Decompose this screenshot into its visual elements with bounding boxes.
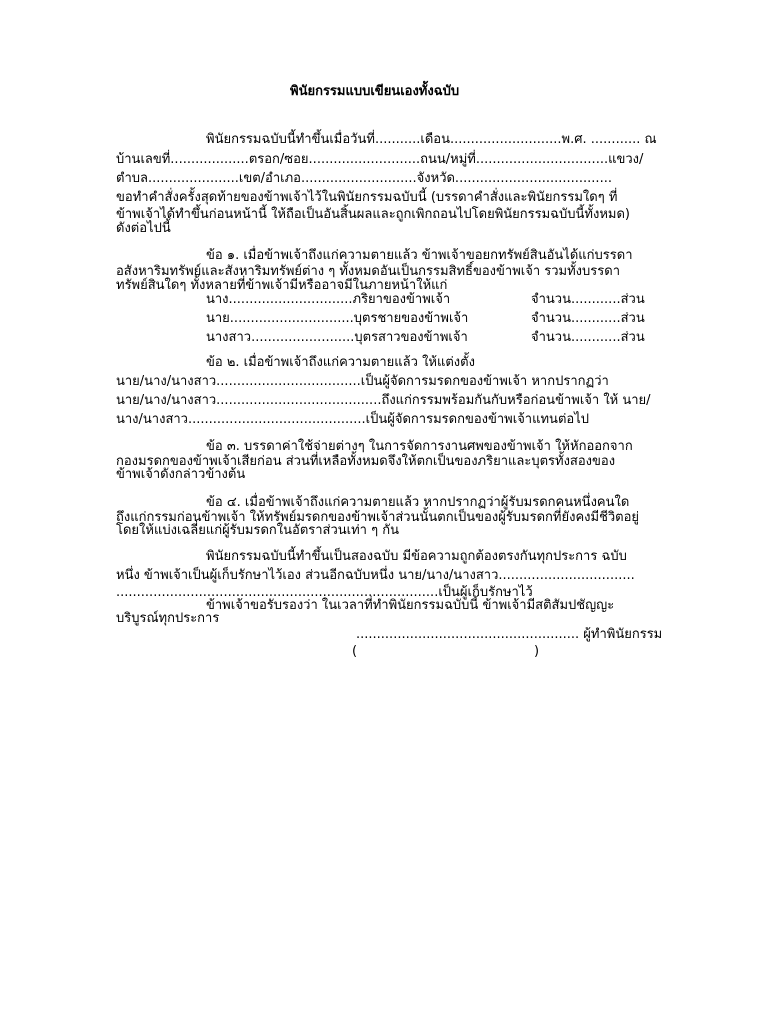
- clause-1-line-3: ทรัพย์สินใดๆ ทั้งหลายที่ข้าพเจ้ามีหรืออาจมีในภายหน้าให้แก่: [116, 278, 448, 293]
- closing-line-1: พินัยกรรมฉบับนี้ทำขึ้นเป็นสองฉบับ มีข้อความถูกต้องตรงกันทุกประการ ฉบับ: [206, 549, 627, 564]
- heir-row-name: นาง..............................ภริยาของข้าพเจ้า: [206, 292, 451, 307]
- intro-line-1: พินัยกรรมฉบับนี้ทำขึ้นเมื่อวันที่...........เดือน...........................พ.ศ. ............ ณ: [206, 132, 657, 147]
- heir-row-share: จำนวน............ส่วน: [531, 292, 645, 307]
- clause-4-line-3: โดยให้แบ่งเฉลี่ยแก่ผู้รับมรดกในอัตราส่วนเท่า ๆ กัน: [116, 523, 399, 538]
- closing-line-4: ข้าพเจ้าขอรับรองว่า ในเวลาที่ทำพินัยกรรมฉบับนี้ ข้าพเจ้ามีสติสัมปชัญญะ: [206, 598, 615, 613]
- clause-2-line-1: ข้อ ๒. เมื่อข้าพเจ้าถึงแก่ความตายแล้ว ให้แต่งตั้ง: [206, 355, 475, 370]
- clause-2-line-2: นาย/นาง/นางสาว...................................เป็นผู้จัดการมรดกของข้าพเจ้า หากปรากฏว่า: [116, 374, 609, 389]
- intro-line-4: ขอทำคำสั่งครั้งสุดท้ายของข้าพเจ้าไว้ในพินัยกรรมฉบับนี้ (บรรดาคำสั่งและพินัยกรรมใดๆ ที่: [116, 190, 618, 205]
- heir-row-name: นาย..............................บุตรชายของข้าพเจ้า: [206, 311, 469, 326]
- clause-1-line-2: อสังหาริมทรัพย์และสังหาริมทรัพย์ต่าง ๆ ทั้งหมดอันเป็นกรรมสิทธิ์ของข้าพเจ้า รวมทั้งบรรดา: [116, 264, 620, 279]
- clause-1-line-1: ข้อ ๑. เมื่อข้าพเจ้าถึงแก่ความตายแล้ว ข้าพเจ้าขอยกทรัพย์สินอันได้แก่บรรดา: [206, 248, 633, 263]
- heir-row-name: นางสาว.........................บุตรสาวของข้าพเจ้า: [206, 330, 468, 345]
- intro-line-5: ข้าพเจ้าได้ทำขึ้นก่อนหน้านี้ ให้ถือเป็นอันสิ้นผลและถูกเพิกถอนไปโดยพินัยกรรมฉบับนี้ทั้งหมด): [116, 207, 631, 222]
- clause-2-line-3: นาย/นาง/นางสาว........................................ถึงแก่กรรมพร้อมกันกับหรือก่อนข้าพเจ้า ให้ นาย/: [116, 393, 651, 408]
- closing-line-2: หนึ่ง ข้าพเจ้าเป็นผู้เก็บรักษาไว้เอง ส่วนอีกฉบับหนึ่ง นาย/นาง/นางสาว.................................: [116, 568, 635, 583]
- intro-line-3: ตำบล......................เขต/อำเภอ............................จังหวัด......................................: [116, 171, 612, 186]
- signature-open-paren: (: [352, 644, 358, 659]
- heir-row-share: จำนวน............ส่วน: [531, 311, 645, 326]
- intro-line-2: บ้านเลขที่...................ตรอก/ซอย...........................ถนน/หมู่ที่................................แขวง/: [116, 152, 644, 167]
- clause-3-line-3: ข้าพเจ้าดังกล่าวข้างต้น: [116, 467, 246, 482]
- clause-3-line-2: กองมรดกของข้าพเจ้าเสียก่อน ส่วนที่เหลือทั้งหมดจึงให้ตกเป็นของภริยาและบุตรทั้งสองของ: [116, 454, 616, 469]
- signature-line: ...................................................... ผู้ทำพินัยกรรม: [356, 627, 663, 642]
- closing-line-5: บริบูรณ์ทุกประการ: [116, 611, 220, 626]
- signature-close-paren: ): [534, 644, 540, 659]
- clause-3-line-1: ข้อ ๓. บรรดาค่าใช้จ่ายต่างๆ ในการจัดการงานศพของข้าพเจ้า ให้หักออกจาก: [206, 439, 633, 454]
- document-title: พินัยกรรมแบบเขียนเองทั้งฉบับ: [290, 84, 460, 99]
- heir-row-share: จำนวน............ส่วน: [531, 330, 645, 345]
- intro-line-6: ดังต่อไปนี้: [116, 221, 171, 236]
- clause-4-line-2: ถึงแก่กรรมก่อนข้าพเจ้า ให้ทรัพย์มรดกของข้าพเจ้าส่วนนั้นตกเป็นของผู้รับมรดกที่ยังคงมีชีวิตอยู่: [116, 510, 640, 525]
- clause-2-line-4: นาง/นางสาว...........................................เป็นผู้จัดการมรดกของข้าพเจ้าแทนต่อไป: [116, 412, 589, 427]
- clause-4-line-1: ข้อ ๔. เมื่อข้าพเจ้าถึงแก่ความตายแล้ว หากปรากฏว่าผู้รับมรดกคนหนึ่งคนใด: [206, 495, 630, 510]
- closing-line-3: ..............................................................................เป็นผู้เก็บรักษาไว้: [116, 585, 533, 600]
